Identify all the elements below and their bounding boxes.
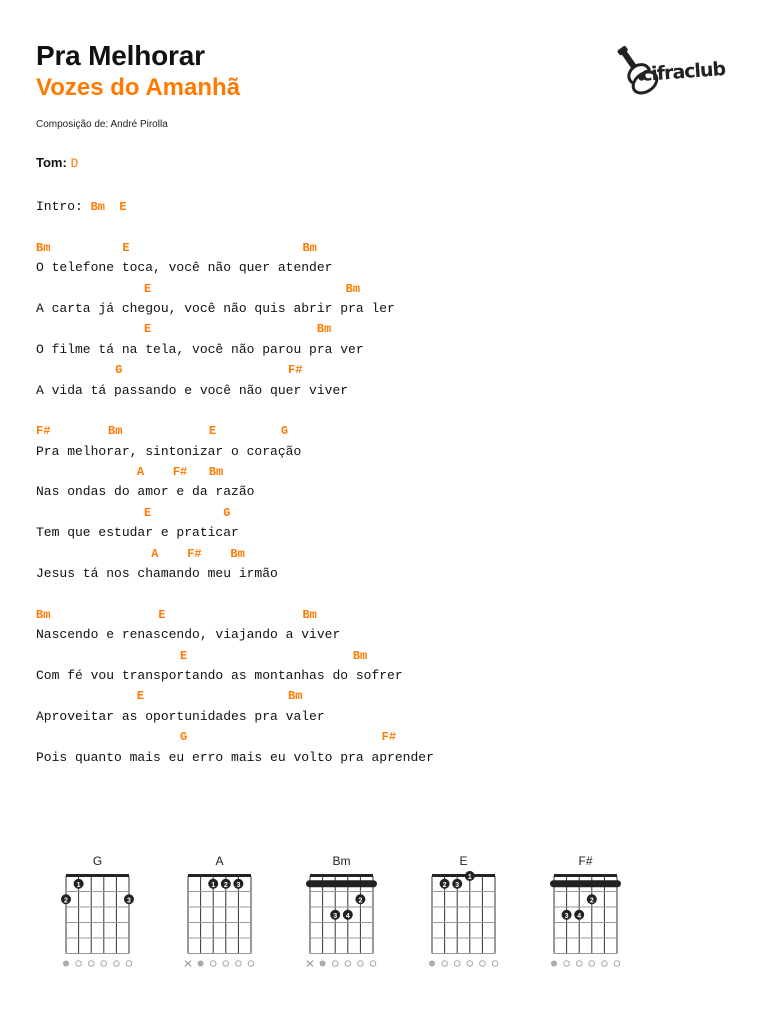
finger-number: 3 xyxy=(236,881,241,889)
open-marker xyxy=(101,961,107,967)
finger-number: 3 xyxy=(564,912,569,920)
mute-marker xyxy=(307,961,313,967)
open-marker xyxy=(223,961,229,967)
blank-line xyxy=(36,217,434,237)
finger-number: 1 xyxy=(211,881,216,889)
chord-diagram-svg xyxy=(416,850,516,970)
chord-name: F# xyxy=(578,854,593,868)
nut xyxy=(310,874,373,877)
chord-line[interactable]: E Bm xyxy=(36,689,303,704)
composer-label: Composição de: xyxy=(36,119,109,130)
cifraclub-logo[interactable] xyxy=(605,44,726,96)
open-marker xyxy=(76,961,82,967)
chord-line[interactable]: A F# Bm xyxy=(36,465,224,480)
chord-line[interactable]: E G xyxy=(36,505,231,520)
artist-name[interactable]: Vozes do Amanhã xyxy=(36,74,241,101)
composer-credit xyxy=(36,119,168,130)
chord-diagram[interactable] xyxy=(50,850,150,970)
chord-diagram-svg xyxy=(172,850,272,970)
finger-number: 3 xyxy=(127,897,131,905)
open-marker xyxy=(602,961,608,967)
intro-label: Intro: xyxy=(36,199,91,214)
finger-number: 2 xyxy=(64,897,68,905)
chord-name: Bm xyxy=(332,854,351,868)
finger-number: 1 xyxy=(467,874,472,881)
open-marker xyxy=(126,961,132,967)
chord-line[interactable]: E Bm xyxy=(36,648,368,663)
song-title: Pra Melhorar xyxy=(36,40,205,71)
open-marker xyxy=(345,961,351,967)
chord-diagram[interactable] xyxy=(294,850,394,970)
chord-line[interactable]: A F# Bm xyxy=(36,546,245,561)
open-marker xyxy=(210,961,216,967)
open-marker xyxy=(589,961,595,967)
open-marker xyxy=(480,961,486,967)
open-marker xyxy=(236,961,242,967)
chord-diagram-svg xyxy=(538,850,638,970)
nut xyxy=(432,874,495,877)
composer-name: André Pirolla xyxy=(110,119,168,130)
root-marker xyxy=(551,961,557,967)
intro-chords[interactable]: Bm E xyxy=(90,200,127,214)
finger-number: 1 xyxy=(76,881,81,889)
open-marker xyxy=(576,961,582,967)
nut xyxy=(554,874,617,877)
nut xyxy=(66,874,129,877)
open-marker xyxy=(454,961,460,967)
lyric-line: A vida tá passando e você não quer viver xyxy=(36,382,349,398)
lyric-line: Com fé vou transportando as montanhas do sofrer xyxy=(36,667,403,683)
open-marker xyxy=(442,961,448,967)
open-marker xyxy=(88,961,94,967)
lyric-line: Pois quanto mais eu erro mais eu volto pra aprender xyxy=(36,749,434,765)
blank-line xyxy=(36,401,434,421)
chord-line[interactable]: E Bm xyxy=(36,322,332,337)
lyric-line: Jesus tá nos chamando meu irmão xyxy=(36,566,278,582)
nut xyxy=(188,874,251,877)
open-marker xyxy=(467,961,473,967)
key-value[interactable]: D xyxy=(70,156,79,171)
lyric-line: Tem que estudar e praticar xyxy=(36,525,239,541)
lyric-line: O telefone toca, você não quer atender xyxy=(36,260,333,276)
blank-line xyxy=(36,584,434,604)
lyric-line: Pra melhorar, sintonizar o coração xyxy=(36,443,302,459)
open-marker xyxy=(332,961,338,967)
root-marker xyxy=(320,961,326,967)
chord-sheet xyxy=(36,197,434,768)
root-marker xyxy=(429,961,435,967)
root-marker xyxy=(198,961,204,967)
open-marker xyxy=(248,961,254,967)
lyric-line: Nas ondas do amor e da razão xyxy=(36,484,255,500)
finger-number: 4 xyxy=(345,912,350,920)
chord-name: A xyxy=(215,854,224,868)
chord-line[interactable]: G F# xyxy=(36,363,303,378)
chord-diagram[interactable] xyxy=(416,850,516,970)
chord-diagram[interactable] xyxy=(538,850,638,970)
chord-line[interactable]: Bm E Bm xyxy=(36,607,317,622)
finger-number: 2 xyxy=(442,881,447,889)
finger-number: 3 xyxy=(455,881,460,889)
chord-diagram-svg xyxy=(50,850,150,970)
chord-line[interactable]: G F# xyxy=(36,730,397,745)
logo-text: cifraclub xyxy=(640,58,726,86)
chord-name: G xyxy=(92,854,103,868)
lyric-line: O filme tá na tela, você não parou pra ver xyxy=(36,341,364,357)
open-marker xyxy=(370,961,376,967)
chord-line[interactable]: Bm E Bm xyxy=(36,240,317,255)
open-marker xyxy=(358,961,364,967)
open-marker xyxy=(564,961,570,967)
finger-number: 2 xyxy=(358,897,363,905)
chord-diagrams xyxy=(50,850,670,970)
lyric-line: A carta já chegou, você não quis abrir pra ler xyxy=(36,300,395,316)
finger-number: 3 xyxy=(333,912,338,920)
mute-marker xyxy=(185,961,191,967)
barre xyxy=(306,880,377,887)
open-marker xyxy=(114,961,120,967)
finger-number: 2 xyxy=(589,897,594,905)
finger-number: 2 xyxy=(223,881,228,889)
open-marker xyxy=(614,961,620,967)
lyric-line: Nascendo e renascendo, viajando a viver xyxy=(36,627,341,643)
chord-diagram-svg xyxy=(294,850,394,970)
chord-line[interactable]: E Bm xyxy=(36,281,361,296)
chord-line[interactable]: F# Bm E G xyxy=(36,424,289,439)
chord-name: E xyxy=(459,854,468,868)
key-indicator xyxy=(36,155,78,171)
open-marker xyxy=(492,961,498,967)
root-marker xyxy=(63,961,69,967)
lyric-line: Aproveitar as oportunidades pra valer xyxy=(36,708,325,724)
chord-diagram[interactable] xyxy=(172,850,272,970)
barre xyxy=(550,880,621,887)
finger-number: 4 xyxy=(577,912,582,920)
intro-line xyxy=(36,197,434,217)
key-label: Tom: xyxy=(36,155,67,170)
